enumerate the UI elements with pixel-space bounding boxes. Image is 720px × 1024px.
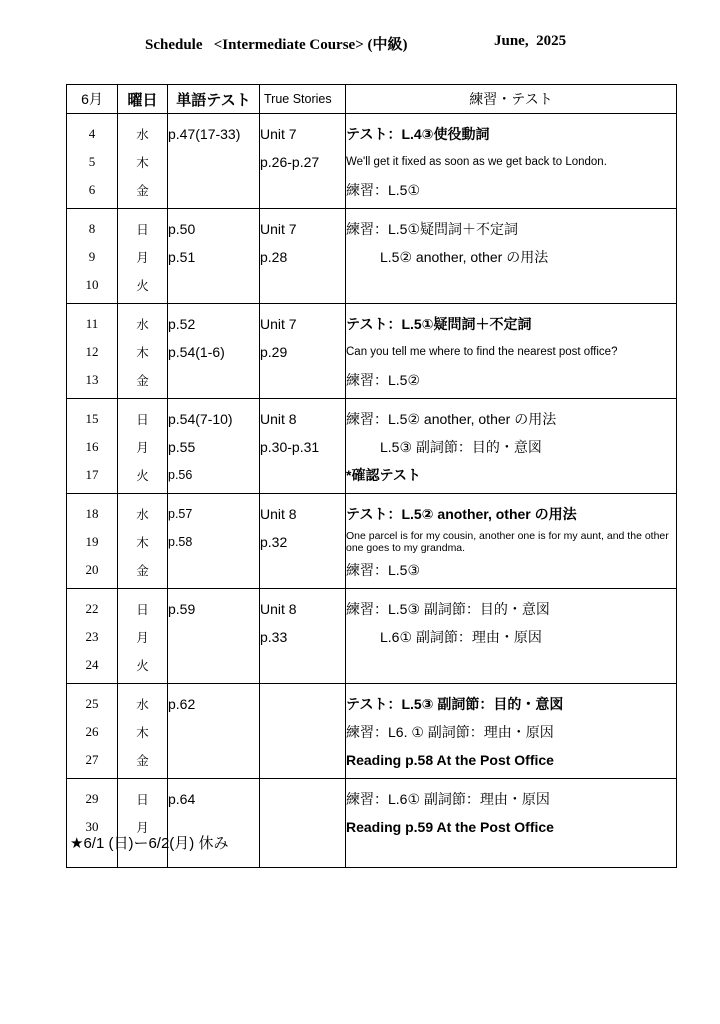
cell-true-stories: [260, 556, 346, 589]
cell-task: 練習：L.5①: [346, 176, 677, 209]
cell-task: We'll get it fixed as soon as we get back to London.: [346, 148, 677, 176]
cell-true-stories: Unit 8: [260, 589, 346, 624]
cell-vocab: [168, 718, 260, 746]
table-row: [67, 433, 677, 461]
cell-date: 16: [67, 433, 118, 461]
table-row: [67, 684, 677, 719]
cell-task: テスト：L.4③使役動詞: [346, 114, 677, 149]
table-row: [67, 461, 677, 494]
cell-task: [346, 271, 677, 304]
cell-vocab: [168, 623, 260, 651]
cell-task: テスト：L.5①疑問詞＋不定詞: [346, 304, 677, 339]
cell-date: 17: [67, 461, 118, 494]
cell-true-stories: [260, 813, 346, 841]
cell-task: 練習：L.5③: [346, 556, 677, 589]
cell-vocab: [168, 651, 260, 684]
cell-vocab: [168, 366, 260, 399]
cell-date: 10: [67, 271, 118, 304]
table-row: [67, 718, 677, 746]
cell-true-stories: p.29: [260, 338, 346, 366]
cell-vocab: [168, 746, 260, 779]
cell-day: 月: [118, 813, 168, 841]
table-row: [67, 114, 677, 149]
cell-day: 金: [118, 366, 168, 399]
cell-vocab: p.57: [168, 494, 260, 529]
cell-true-stories: Unit 7: [260, 304, 346, 339]
cell-date: 12: [67, 338, 118, 366]
schedule-table: [66, 84, 677, 868]
cell-vocab: p.52: [168, 304, 260, 339]
cell-day: 金: [118, 176, 168, 209]
cell-true-stories: Unit 8: [260, 494, 346, 529]
table-row: [67, 494, 677, 529]
cell-date: 8: [67, 209, 118, 244]
table-row: [67, 779, 677, 814]
cell-date: 11: [67, 304, 118, 339]
table-row: [67, 623, 677, 651]
cell-vocab: p.54(1-6): [168, 338, 260, 366]
cell-day: 火: [118, 461, 168, 494]
cell-day: 月: [118, 433, 168, 461]
table-row: [67, 338, 677, 366]
cell-vocab: p.51: [168, 243, 260, 271]
table-row: [67, 528, 677, 556]
table-row: [67, 148, 677, 176]
cell-vocab: [168, 148, 260, 176]
cell-true-stories: [260, 176, 346, 209]
cell-vocab: p.50: [168, 209, 260, 244]
cell-date: 27: [67, 746, 118, 779]
cell-task: L.5② another, other の用法: [346, 243, 677, 271]
cell-day: 木: [118, 148, 168, 176]
cell-task: 練習：L.5②: [346, 366, 677, 399]
cell-date: 18: [67, 494, 118, 529]
cell-day: 水: [118, 114, 168, 149]
cell-true-stories: p.26-p.27: [260, 148, 346, 176]
cell-vocab: p.54(7-10): [168, 399, 260, 434]
cell-day: 金: [118, 556, 168, 589]
cell-day: 水: [118, 684, 168, 719]
cell-date: 9: [67, 243, 118, 271]
cell-day: 火: [118, 651, 168, 684]
cell-true-stories: p.28: [260, 243, 346, 271]
cell-date: 6: [67, 176, 118, 209]
cell-day: 水: [118, 304, 168, 339]
cell-vocab: p.62: [168, 684, 260, 719]
cell-date: 4: [67, 114, 118, 149]
table-row: [67, 651, 677, 684]
table-row: [67, 304, 677, 339]
cell-task: Reading p.59 At the Post Office: [346, 813, 677, 841]
cell-day: 日: [118, 779, 168, 814]
cell-day: 水: [118, 494, 168, 529]
cell-true-stories: p.32: [260, 528, 346, 556]
cell-date: 29: [67, 779, 118, 814]
table-row: [67, 271, 677, 304]
cell-true-stories: [260, 271, 346, 304]
cell-date: 23: [67, 623, 118, 651]
cell-day: 金: [118, 746, 168, 779]
cell-task: [346, 651, 677, 684]
cell-date: 20: [67, 556, 118, 589]
cell-vocab: [168, 176, 260, 209]
col-header-practice-test: 練習・テスト: [346, 85, 677, 114]
table-row: [67, 243, 677, 271]
cell-day: 月: [118, 243, 168, 271]
cell-vocab: p.64: [168, 779, 260, 814]
cell-true-stories: [260, 746, 346, 779]
cell-task: テスト：L.5③ 副詞節：目的・意図: [346, 684, 677, 719]
table-row: [67, 399, 677, 434]
holiday-note: ★6/1 (日)ー6/2(月) 休み: [70, 835, 229, 852]
cell-date: 19: [67, 528, 118, 556]
cell-vocab: p.55: [168, 433, 260, 461]
cell-task: 練習：L.5③ 副詞節：目的・意図: [346, 589, 677, 624]
cell-task: *確認テスト: [346, 461, 677, 494]
cell-day: 木: [118, 718, 168, 746]
cell-task: 練習：L6. ① 副詞節：理由・原因: [346, 718, 677, 746]
table-header-row: [67, 85, 677, 114]
cell-true-stories: [260, 651, 346, 684]
cell-task: テスト：L.5② another, other の用法: [346, 494, 677, 529]
cell-day: 日: [118, 589, 168, 624]
cell-vocab: p.47(17-33): [168, 114, 260, 149]
cell-task: 練習：L.5①疑問詞＋不定詞: [346, 209, 677, 244]
cell-day: 火: [118, 271, 168, 304]
col-header-vocab-test: 単語テスト: [168, 85, 260, 114]
table-row: [67, 556, 677, 589]
cell-day: 月: [118, 623, 168, 651]
cell-vocab: p.58: [168, 528, 260, 556]
cell-true-stories: [260, 684, 346, 719]
cell-date: 13: [67, 366, 118, 399]
cell-task: 練習：L.5② another, other の用法: [346, 399, 677, 434]
cell-vocab: p.56: [168, 461, 260, 494]
cell-day: 木: [118, 338, 168, 366]
cell-task: L.6① 副詞節：理由・原因: [346, 623, 677, 651]
cell-date: 26: [67, 718, 118, 746]
col-header-month: 6月: [67, 85, 118, 114]
cell-day: 木: [118, 528, 168, 556]
cell-date: 24: [67, 651, 118, 684]
col-header-weekday: 曜日: [118, 85, 168, 114]
table-row: [67, 209, 677, 244]
cell-vocab: [168, 556, 260, 589]
cell-true-stories: [260, 718, 346, 746]
cell-date: 25: [67, 684, 118, 719]
cell-true-stories: [260, 366, 346, 399]
cell-true-stories: Unit 7: [260, 209, 346, 244]
cell-true-stories: [260, 461, 346, 494]
table-row: [67, 366, 677, 399]
cell-day: 日: [118, 399, 168, 434]
cell-day: 日: [118, 209, 168, 244]
cell-task: Can you tell me where to find the nearest post office?: [346, 338, 677, 366]
col-header-true-stories: True Stories: [260, 85, 346, 114]
cell-task: L.5③ 副詞節：目的・意図: [346, 433, 677, 461]
cell-true-stories: Unit 7: [260, 114, 346, 149]
cell-task: 練習：L.6① 副詞節：理由・原因: [346, 779, 677, 814]
document-title: Schedule <Intermediate Course> (中級): [145, 37, 408, 53]
cell-true-stories: p.30-p.31: [260, 433, 346, 461]
table-row: [67, 746, 677, 779]
cell-task: Reading p.58 At the Post Office: [346, 746, 677, 779]
cell-true-stories: Unit 8: [260, 399, 346, 434]
table-row: [67, 176, 677, 209]
cell-true-stories: [260, 779, 346, 814]
table-row: [67, 589, 677, 624]
cell-task: One parcel is for my cousin, another one is for my aunt, and the other one goes to my grandma.: [346, 528, 677, 556]
cell-vocab: p.59: [168, 589, 260, 624]
cell-date: 5: [67, 148, 118, 176]
document-date: June, 2025: [494, 33, 567, 49]
cell-date: 15: [67, 399, 118, 434]
cell-vocab: [168, 271, 260, 304]
cell-date: 22: [67, 589, 118, 624]
cell-true-stories: p.33: [260, 623, 346, 651]
cell-date: 30: [67, 813, 118, 841]
